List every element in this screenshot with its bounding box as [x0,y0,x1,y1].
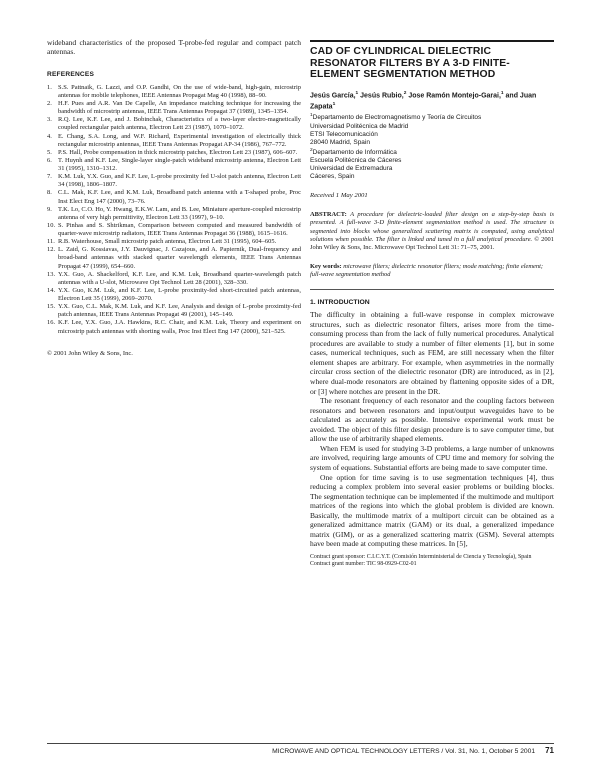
reference-text: S. Pinhas and S. Shtrikman, Comparison between computed and measured bandwidth of quarter-wave microstrip radiators, IEEE Trans Antennas Propagat 36 (1988), 1615–1616. [58,221,301,238]
reference-number: 13. [47,270,56,278]
reference-number: 16. [47,319,56,327]
author-affiliation-mark: 2 [403,90,407,96]
affiliation-line [310,131,554,139]
affiliation-line [310,173,554,181]
affiliation-text: Universidad de Extremadura [310,165,393,173]
body-paragraph: The difficulty in obtaining a full-wave response in complex microwave structures, such as dielectric resonator filters, arises more from the time-consuming process than from the lack of fully numerical procedures. Analytical procedures are available to study a number of filter elements [1], but in some cases, numerical techniques, such as FEM, are still necessary when the filter element shapes are arbitrary. For example, when asymmetries in the normally circular cross section of the dielectric resonator (DR) are introduced, as in [2], where dual-mode resonators are obtained by flattening opposite sides of a DR, or [3] where notches are present in the DR. [310,310,554,396]
reference-number: 5. [47,148,52,156]
reference-item [47,238,301,246]
page-footer [220,746,554,755]
reference-text: K.M. Luk, Y.X. Guo, and K.F. Lee, L-probe proximity fed U-slot patch antenna, Electron Lett 34 (1998), 1806–1807. [58,173,301,189]
reference-item [47,271,301,287]
reference-item [47,84,301,100]
affiliation-text: 28040 Madrid, Spain [310,138,370,146]
right-column [310,40,554,569]
reference-number: 2. [47,100,52,108]
reference-text: R.Q. Lee, K.F. Lee, and J. Bobinchak, Characteristics of a two-layer electro-magnetically coupled rectangular patch antenna, Electron Lett 23 (1987), 1070–1072. [58,116,301,132]
reference-item [47,303,301,319]
author-affiliation-mark: 1 [500,90,504,96]
reference-text: E. Chang, S.A. Long, and W.F. Richard, Experimental investigation of electrically thick rectangular microstrip antennas, IEEE Trans Antennas Propagat AP-34 (1986), 767–772. [58,132,301,148]
reference-number: 14. [47,286,56,294]
reference-number: 9. [47,205,52,213]
keywords [310,263,554,279]
keywords-label: Key words: [310,263,342,271]
affiliation-line [310,139,554,147]
affiliation-line [310,157,554,165]
reference-item [47,246,301,270]
reference-number: 8. [47,189,52,197]
author-name: Jose Ramón Montejo-Garai, [406,92,501,100]
affiliations [310,112,554,181]
reference-number: 15. [47,303,56,311]
reference-item [47,222,301,238]
reference-item [47,116,301,132]
left-column [47,38,301,357]
affiliation-line [310,165,554,173]
references-heading: REFERENCES [47,70,95,78]
left-copyright: © 2001 John Wiley & Sons, Inc. [47,349,133,357]
affiliation-text: ETSI Telecomunicación [310,130,378,138]
reference-item [47,133,301,149]
body-text [310,310,554,549]
body-paragraph: When FEM is used for studying 3-D problems, a large number of unknowns are involved, requiring large amounts of CPU time and memory for solving the system of equations. Substantial efforts are being made to save computer time. [310,443,554,472]
reference-text: T. Huynh and K.F. Lee, Single-layer single-patch wideband microstrip antenna, Electron Lett 31 (1995), 1310–1312. [58,156,301,173]
body-paragraph: One option for time saving is to use segmentation techniques [4], thus reducing a complex problem into several easier problems or building blocks. The segmentation technique can be implemented if the multimode and multiport matrices of the regions into which the global problem is divided are known. Basically, the multimode matrix of a multiport circuit can be obtained as a generalized admittance matrix (GAM) or its dual, a generalized impedance matrix (GIM), or as a generalized scattering matrix (GSM). Several attempts have been made at computing these matrices. In [5], [310,472,554,549]
reference-item [47,100,301,116]
reference-text: Y.X. Guo, C.L. Mak, K.M. Luk, and K.F. Lee, Analysis and design of L-probe proximity-fed patch antennas, IEEE Trans Antennas Propagat 49 (2001), 145–149. [58,303,301,319]
grant-note [310,554,554,569]
reference-number: 3. [47,116,52,124]
affiliation-text: Departamento de Informática [312,148,397,156]
intro-paragraph: wideband characteristics of the proposed T-probe-fed regular and compact patch antennas. [47,38,301,57]
reference-text: Y.X. Guo, A. Shackelford, K.F. Lee, and K.M. Luk, Broadband quarter-wavelength patch antennas with a U-slot, Microwave Opt Technol Lett 28 (2001), 328–330. [58,270,301,286]
affiliation-line [310,112,554,122]
article-title: CAD OF CYLINDRICAL DIELECTRIC RESONATOR FILTERS BY A 3-D FINITE-ELEMENT SEGMENTATION METHOD [310,46,510,81]
footer-rule [47,743,554,744]
reference-text: K.F. Lee, Y.X. Guo, J.A. Hawkins, R.C. Chair, and K.M. Luk, Theory and experiment on microstrip patch antennas with shorting walls, Proc Inst Elect Eng 147 (2000), 521–525. [58,319,301,335]
reference-text: Y.X. Guo, K.M. Luk, and K.F. Lee, L-probe proximity-fed short-circuited patch antennas, Electron Lett 35 (1999), 2069–2070. [58,286,301,303]
author-name: Jesús Rubio, [358,92,404,100]
reference-text: H.F. Pues and A.R. Van De Capelle, An impedance matching technique for increasing the bandwidth of microstrip antennas, IEEE Trans Antennas Propagat 37 (1989), 1345–1354. [58,100,301,116]
references-list [47,84,301,336]
reference-item [47,189,301,205]
reference-text: P.S. Hall, Probe compensation in thick microstrip patches, Electron Lett 23 (1987), 606–607. [58,148,298,156]
affiliation-line [310,123,554,131]
reference-text: S.S. Pattnaik, G. Lazzi, and O.P. Gandhi, On the use of wide-band, high-gain, microstrip antennas for mobile telephones, IEEE Antennas Propagat Mag 40 (1998), 88–90. [58,83,301,99]
author-affiliation-mark: 1 [332,101,336,107]
page-number: 71 [545,746,554,755]
body-paragraph: The resonant frequency of each resonator and the coupling factors between resonators and between resonators and input/output waveguides have to be calculated as accurately as possible. Intensive experimental work must be avoided. The object of this filter design procedure is to save computer time, but allow the use of arbitrarily shaped elements. [310,396,554,444]
keywords-text: microwave filters; dielectric resonator filters; mode matching; finite element; full-wave segmentation method [310,263,544,279]
affiliation-mark: 1 [310,113,313,119]
affiliation-block [310,112,554,147]
author-name: and Juan Zapata [310,92,537,110]
affiliation-text: Escuela Politécnica de Cáceres [310,157,402,165]
affiliation-text: Cáceres, Spain [310,173,355,181]
reference-item [47,287,301,303]
reference-number: 12. [47,246,56,254]
reference-number: 10. [47,221,56,229]
reference-text: R.B. Waterhouse, Small microstrip patch antenna, Electron Lett 31 (1995), 604–605. [58,238,277,246]
affiliation-text: Universidad Politécnica de Madrid [310,122,409,130]
reference-item [47,319,301,335]
reference-number: 4. [47,132,52,140]
affiliation-mark: 2 [310,147,313,153]
reference-item [47,157,301,173]
reference-item [47,149,301,157]
grant-line: Contract grant number: TIC 98-0929-C02-01 [310,561,417,568]
reference-number: 7. [47,173,52,181]
abstract [310,211,554,252]
abstract-label: ABSTRACT: [310,211,347,219]
reference-number: 11. [47,238,55,246]
reference-text: T.K. Lo, C.O. Ho, Y. Hwang, E.K.W. Lam, and B. Lee, Miniature aperture-coupled microstrip antenna of very high permittivity, Electron Lett 33 (1997), 9–10. [58,205,301,221]
affiliation-block [310,147,554,182]
journal-footer: MICROWAVE AND OPTICAL TECHNOLOGY LETTERS / Vol. 31, No. 1, October 5 2001 [272,748,536,755]
received-date: Received 1 May 2001 [310,192,368,200]
reference-number: 6. [47,156,52,164]
abstract-text: A procedure for dielectric-loaded filter design on a step-by-step basis is presented. A full-wave 3-D finite-element segmentation method is used. The structure is segmented into blocks whose generalized scattering matrix is computed, using analytical solutions when possible. The filter is linked and tuned in a full analytical procedure. [310,211,554,243]
section-heading: 1. INTRODUCTION [310,299,370,307]
reference-item [47,206,301,222]
reference-text: C.L. Mak, K.F. Lee, and K.M. Luk, Broadband patch antenna with a T-shaped probe, Proc Inst Elect Eng 147 (2000), 73–76. [58,189,301,205]
author-name: Jesús García, [310,92,356,100]
title-rule [310,40,554,42]
grant-line: Contract grant sponsor: C.I.C.Y.T. (Comisión Interministerial de Ciencia y Tecnología), Spain [310,553,532,560]
author-affiliation-mark: 1 [355,90,359,96]
section-rule [310,289,554,290]
reference-text: L. Zaid, G. Kossiavas, J.Y. Dauvignac, J. Cazajous, and A. Papiernik, Dual-frequency and broad-band antennas with stacked quarter wavelength elements, IEEE Trans Antennas Propagat 47 (1999), 654–660. [58,246,301,270]
affiliation-text: Departamento de Electromagnetismo y Teoría de Circuitos [312,114,482,122]
affiliation-line [310,147,554,157]
abstract-tail: © 2001 John Wiley & Sons, Inc. Microwave Opt Technol Lett 31: 71–75, 2001. [310,235,554,251]
author-list [310,90,554,111]
reference-item [47,173,301,189]
reference-number: 1. [47,83,52,91]
